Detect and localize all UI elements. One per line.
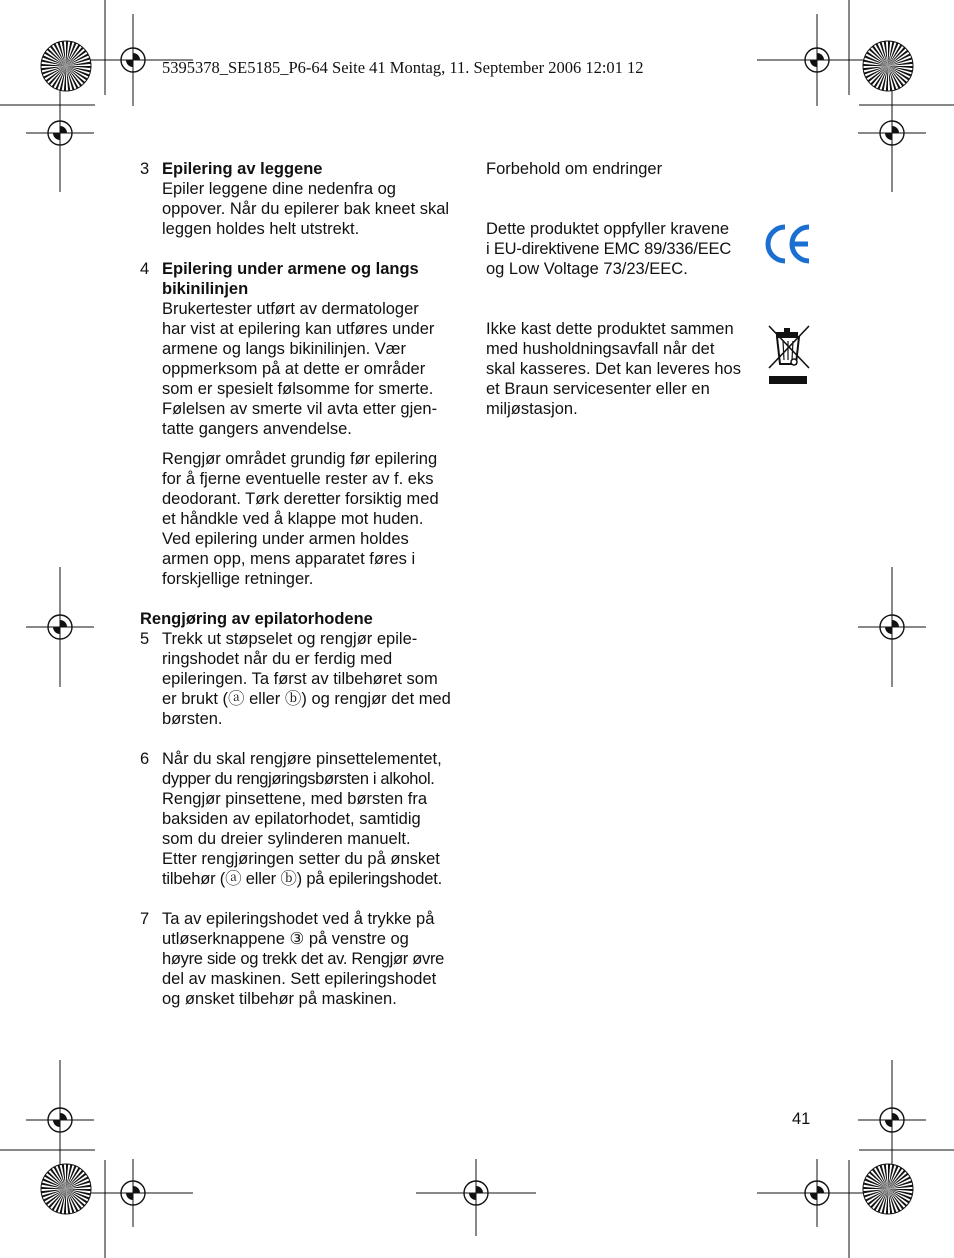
step-3 [140, 159, 475, 239]
text-line: leggen holdes helt utstrekt. [162, 220, 360, 238]
text-line: Følelsen av smerte vil avta etter gjen- [162, 400, 438, 418]
ce-mark-icon [764, 222, 812, 266]
star-target-icon [863, 1164, 913, 1214]
disposal-text-line: skal kasseres. Det kan leveres hos [486, 360, 741, 378]
print-header: 5395378_SE5185_P6-64 Seite 41 Montag, 11. September 2006 12:01 12 [162, 58, 644, 77]
step-number: 7 [140, 910, 150, 928]
text-line: er brukt (ⓐ eller ⓑ) og rengjør det med [162, 690, 451, 708]
text-line: deodorant. Tørk deretter forsiktig med [162, 490, 439, 508]
text-line: armen opp, mens apparatet føres i [162, 550, 416, 568]
text-line: Trekk ut støpselet og rengjør epile- [162, 630, 418, 648]
text-line: Etter rengjøringen setter du på ønsket [162, 850, 440, 868]
star-target-icon [41, 41, 91, 91]
step-title: Epilering under armene og langs [162, 260, 419, 278]
section-heading: Rengjøring av epilatorhodene [140, 610, 373, 628]
text-line: som er spesielt følsomme for smerte. [162, 380, 434, 398]
page-number: 41 [792, 1110, 811, 1128]
text-line: epileringen. Ta først av tilbehøret som [162, 670, 438, 688]
disposal-text-line: Ikke kast dette produktet sammen [486, 320, 734, 338]
text-line: dypper du rengjøringsbørsten i alkohol. [162, 770, 435, 788]
step-number: 6 [140, 750, 150, 768]
text-line: Ved epilering under armen holdes [162, 530, 409, 548]
text-line: utløserknappene ③ på venstre og [162, 930, 409, 948]
step-number: 5 [140, 630, 150, 648]
text-line: børsten. [162, 710, 223, 728]
text-line: for å fjerne eventuelle rester av f. eks [162, 470, 434, 488]
ce-text-line: Dette produktet oppfyller kravene [486, 220, 730, 238]
right-column [486, 159, 761, 419]
disposal-text-line: et Braun servicesenter eller en [486, 380, 710, 398]
text-line: som du dreier sylinderen manuelt. [162, 830, 411, 848]
text-line: tilbehør (ⓐ eller ⓑ) på epileringshodet. [162, 870, 442, 888]
text-line: tatte gangers anvendelse. [162, 420, 352, 438]
text-line: armene og langs bikinilinjen. Vær [162, 340, 406, 358]
text-line: et håndkle ved å klappe mot huden. [162, 510, 424, 528]
text-line: og ønsket tilbehør på maskinen. [162, 990, 397, 1008]
text-line: del av maskinen. Sett epileringshodet [162, 970, 437, 988]
reservation-note: Forbehold om endringer [486, 160, 663, 178]
step-number: 3 [140, 160, 150, 178]
text-line: Epiler leggene dine nedenfra og [162, 180, 396, 198]
ce-text-line: og Low Voltage 73/23/EEC. [486, 260, 688, 278]
disposal-text-line: med husholdningsavfall når det [486, 340, 715, 358]
text-line: Når du skal rengjøre pinsettelementet, [162, 750, 442, 768]
text-line: har vist at epilering kan utføres under [162, 320, 435, 338]
text-line: høyre side og trekk det av. Rengjør øvre [162, 950, 445, 968]
star-target-icon [41, 1164, 91, 1214]
step-4 [140, 259, 475, 589]
text-line: Ta av epileringshodet ved å trykke på [162, 910, 435, 928]
text-line: oppover. Når du epilerer bak kneet skal [162, 200, 450, 218]
step-title: Epilering av leggene [162, 160, 323, 178]
text-line: ringshodet når du er ferdig med [162, 650, 393, 668]
left-column [140, 159, 475, 1009]
text-line: oppmerksom på at dette er områder [162, 360, 426, 378]
disposal-text-line: miljøstasjon. [486, 400, 578, 418]
text-line: Rengjør området grundig før epilering [162, 450, 438, 468]
text-line: baksiden av epilatorhodet, samtidig [162, 810, 421, 828]
text-line: forskjellige retninger. [162, 570, 314, 588]
step-number: 4 [140, 260, 150, 278]
step-5 [140, 629, 475, 729]
text-line: Brukertester utført av dermatologer [162, 300, 419, 318]
ce-text-line: i EU-direktivene EMC 89/336/EEC [486, 240, 732, 258]
step-7 [140, 909, 475, 1009]
step-title: bikinilinjen [162, 280, 249, 298]
crossed-out-wheelie-bin-icon [766, 322, 812, 386]
text-line: Rengjør pinsettene, med børsten fra [162, 790, 428, 808]
star-target-icon [863, 41, 913, 91]
step-6 [140, 749, 475, 889]
